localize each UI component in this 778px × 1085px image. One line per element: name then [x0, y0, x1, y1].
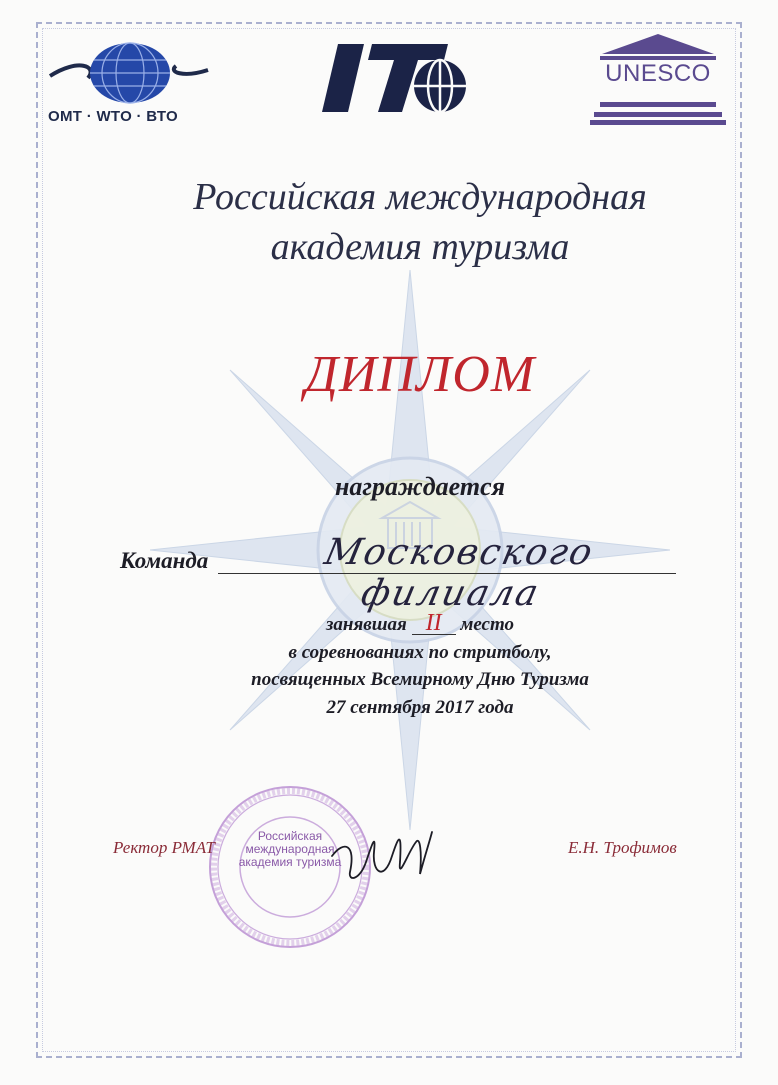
place-suffix: место [460, 614, 515, 635]
team-name-handwritten: Московского филиала [320, 532, 598, 614]
date-line: 27 сентября 2017 года [326, 697, 514, 718]
academy-name-line1: Российская международная [193, 176, 647, 218]
rector-label: Ректор РМАТ [113, 838, 215, 857]
wto-logo-text: ОМТ · WTO · ВТО [48, 108, 178, 125]
rector-signature [326, 822, 436, 894]
dedication-line: посвященных Всемирному Дню Туризма [251, 669, 589, 690]
academy-name-line2: академия туризма [270, 226, 570, 268]
academy-name [90, 172, 750, 272]
competition-line: в соревнованиях по стритболу, [288, 642, 552, 663]
place-line [90, 612, 750, 636]
place-value: II [412, 612, 456, 635]
place-prefix: занявшая [325, 614, 407, 635]
unesco-logo-text: UNESCO [605, 60, 711, 87]
stamp-text: Российская международная академия туризма [238, 829, 342, 869]
team-label: Команда [120, 548, 209, 573]
rector-name: Е.Н. Трофимов [568, 838, 677, 857]
wto-logo-icon [48, 38, 213, 108]
diploma-title: ДИПЛОМ [304, 346, 536, 403]
awarded-label: награждается [334, 472, 506, 501]
academy-it-logo-icon [316, 40, 472, 116]
